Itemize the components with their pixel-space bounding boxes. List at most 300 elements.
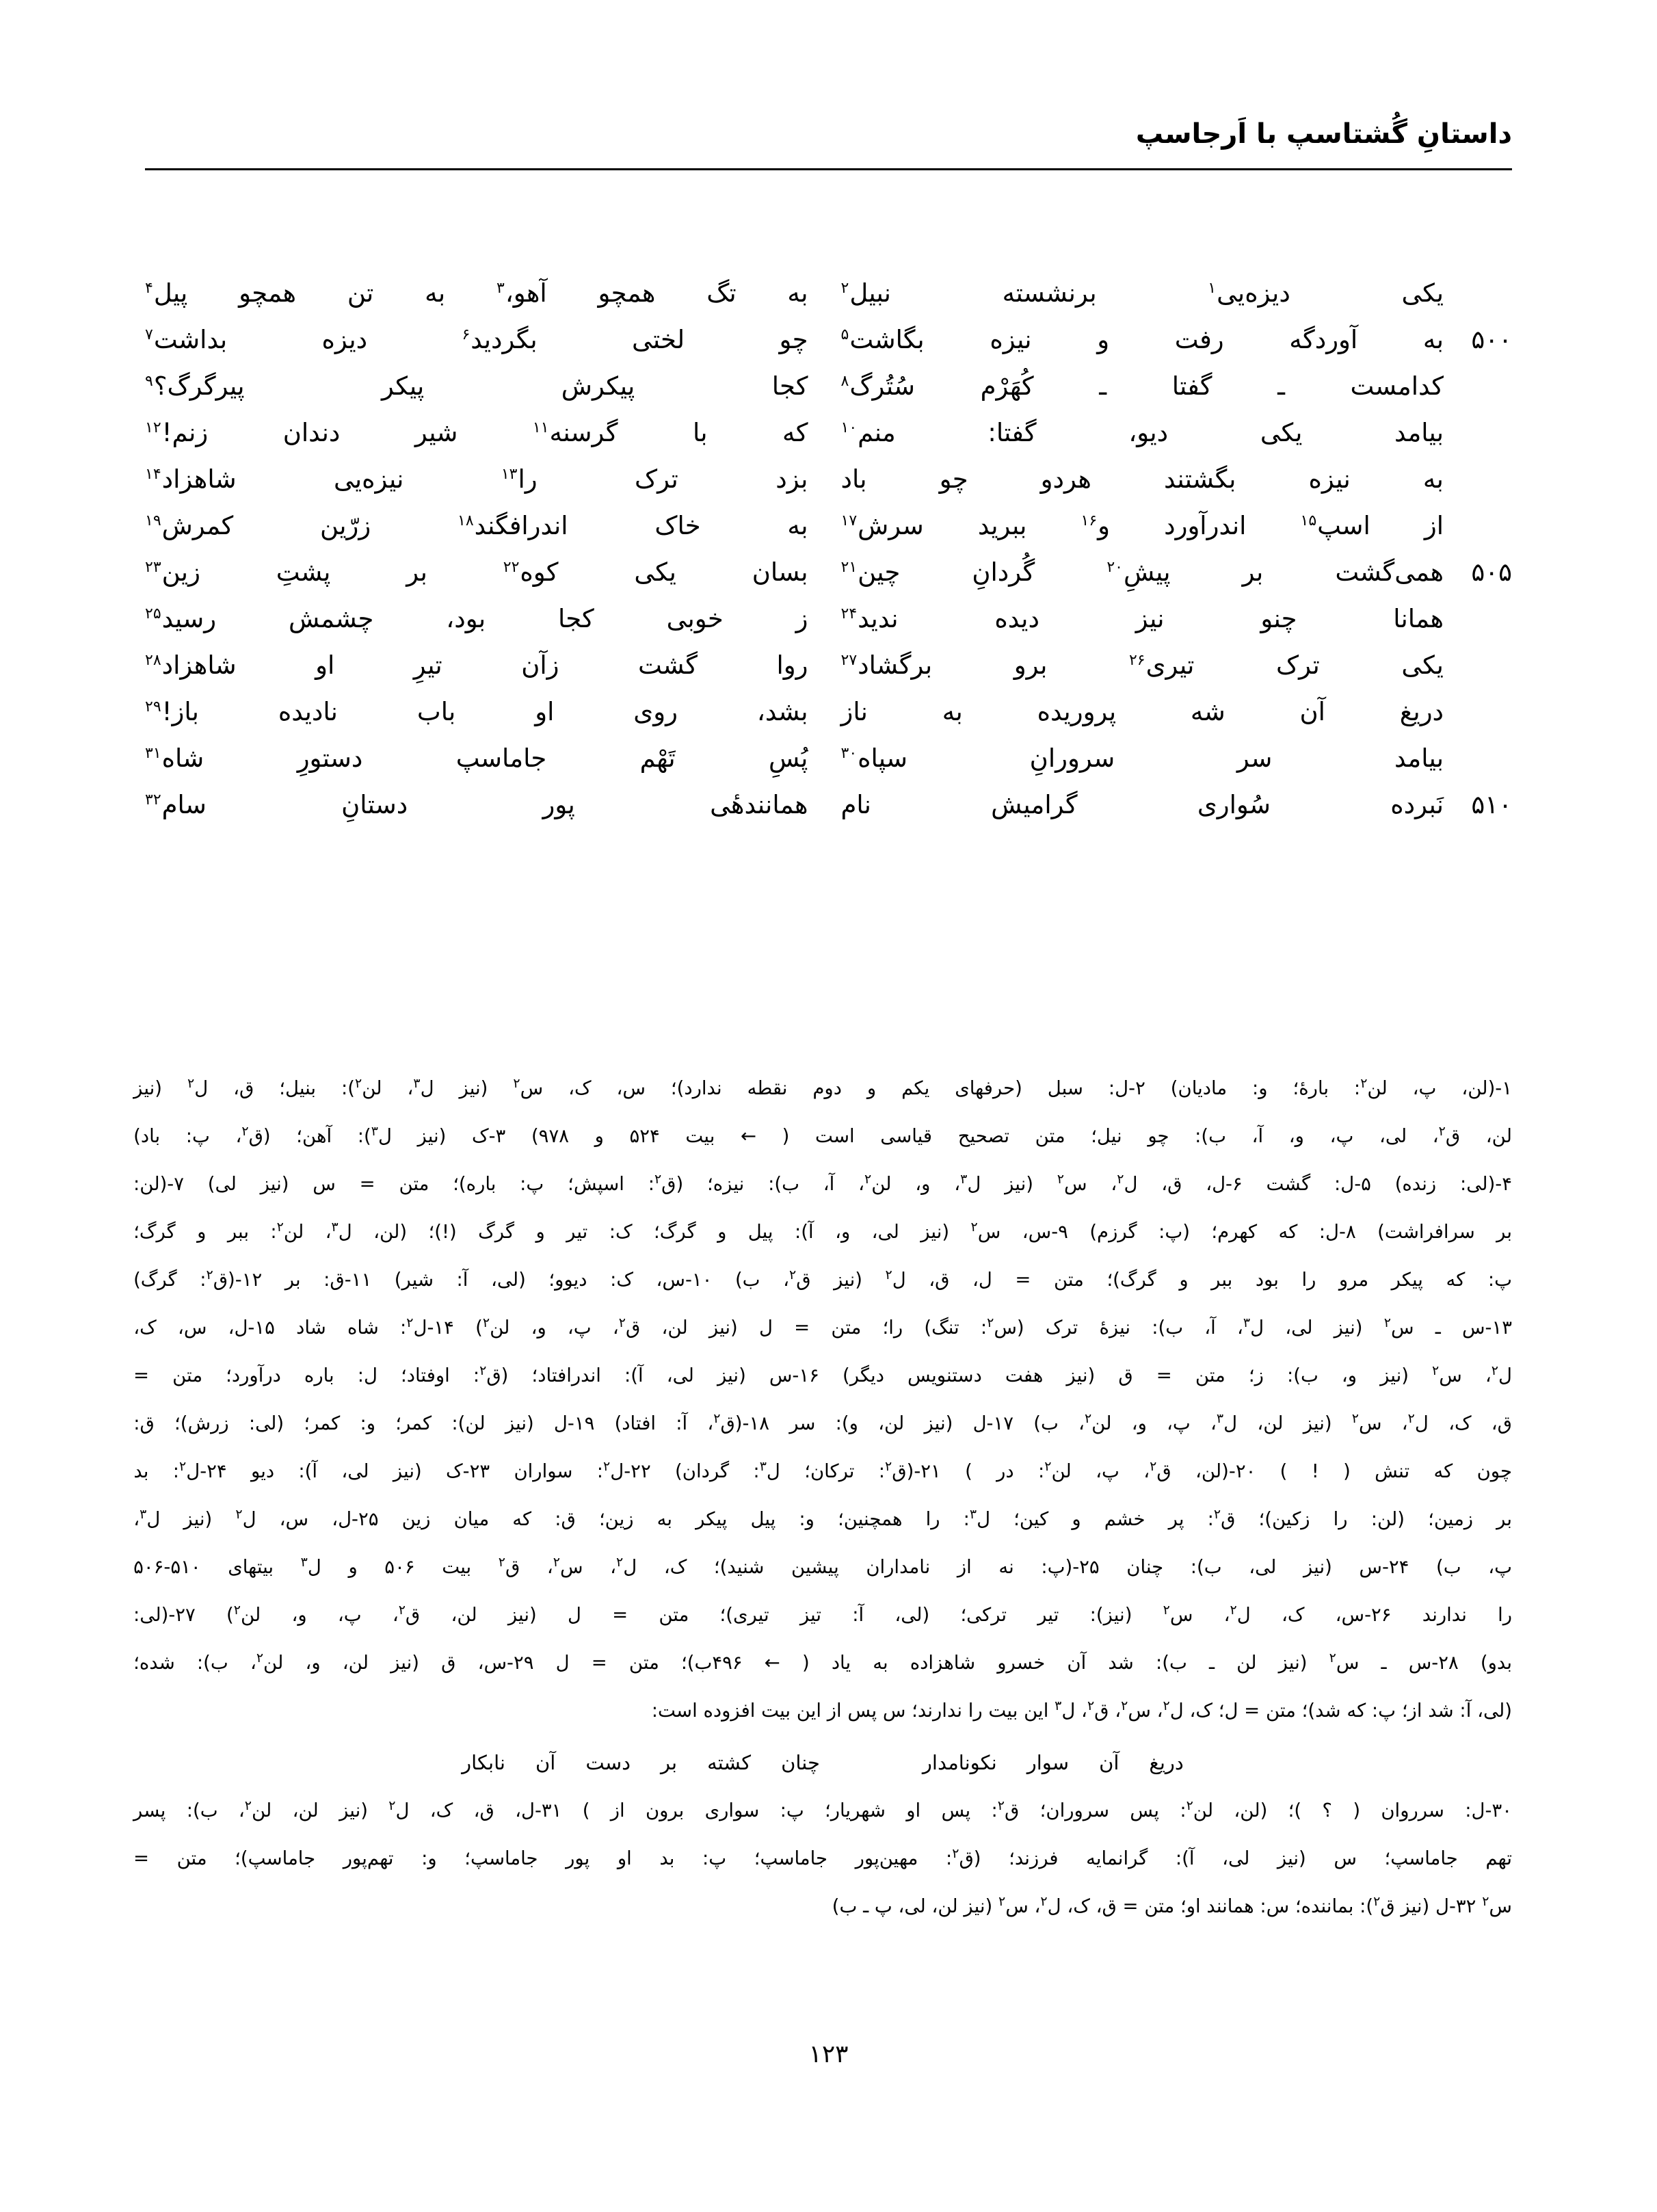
verse-word: برگشاد [858, 650, 933, 680]
verse-line [145, 323, 1512, 369]
verse-word: نادیده [278, 697, 338, 726]
apparatus-token: ق$^۲$: [991, 1798, 1020, 1821]
footnote-marker[interactable]: ۲۰ [1106, 558, 1123, 576]
footnote-marker[interactable]: ۲۱ [840, 558, 858, 576]
apparatus-token: کین؛ [1013, 1508, 1049, 1530]
apparatus-token: آ، [823, 1173, 835, 1195]
apparatus-token: بود [1255, 1269, 1279, 1291]
apparatus-token: جاماسپ)؛ [235, 1847, 316, 1869]
apparatus-token: را [925, 1508, 940, 1530]
verse-word: دیو، [1128, 418, 1169, 447]
apparatus-line [133, 1112, 1512, 1160]
apparatus-token: ق، [1491, 1412, 1512, 1434]
apparatus-token: را [1333, 1508, 1348, 1530]
verse-word: بیامد [1394, 418, 1444, 447]
apparatus-token: ندارد)؛ [670, 1077, 722, 1099]
apparatus-token: ترکی؛ [960, 1604, 1007, 1626]
footnote-marker[interactable]: ۱۹ [145, 512, 161, 529]
apparatus-token: آ): [298, 1460, 318, 1482]
verse-word: ناز [840, 697, 868, 726]
footnote-marker[interactable]: ۳۰ [840, 744, 858, 762]
verse-number: ۵۰۰ [1471, 325, 1512, 354]
apparatus-token: آ): [624, 1365, 644, 1386]
apparatus-token: گرگ) [133, 1269, 177, 1291]
verse-word: به [1422, 464, 1444, 494]
apparatus-token: (نیز [1066, 1365, 1096, 1386]
verse-word: رفت [1174, 325, 1224, 354]
apparatus-token: ۲۳-ک [446, 1460, 490, 1482]
apparatus-token: او [906, 1800, 921, 1821]
verse-word: همی‌گشت [1335, 557, 1444, 587]
apparatus-token: ل$^۳$، [1237, 1315, 1264, 1339]
apparatus-token: ق: [555, 1508, 576, 1530]
apparatus-token: و [866, 1077, 877, 1099]
apparatus-token: پور [566, 1847, 590, 1869]
apparatus-token: نامداران [866, 1556, 931, 1578]
apparatus-token: ۲-ل: [1108, 1077, 1145, 1099]
apparatus-token: سروران؛ [1039, 1800, 1109, 1821]
hemistich-second [145, 695, 829, 724]
apparatus-token: پ: [1487, 1269, 1512, 1291]
apparatus-token: ـ [1435, 1317, 1441, 1339]
apparatus-token: ( [1343, 1460, 1351, 1482]
apparatus-token: متن [399, 1173, 429, 1195]
verse-word: و [1098, 511, 1111, 540]
apparatus-token: ل$^۳$ [300, 1554, 321, 1578]
apparatus-token: ب) [1436, 1556, 1461, 1578]
footnote-marker[interactable]: ۴ [145, 279, 153, 297]
verse-word: دیده [994, 604, 1039, 633]
footnote-marker[interactable]: ۱ [1208, 279, 1217, 297]
apparatus-token: لی، [666, 1365, 694, 1386]
apparatus-token: ۱۴-ل$^۲$: [399, 1315, 454, 1339]
apparatus-line [133, 1352, 1512, 1399]
verse-word: بر [406, 557, 427, 587]
apparatus-token: (نیز [260, 1173, 289, 1195]
apparatus-token: ک، [568, 1077, 592, 1099]
apparatus-token: (نیز [507, 1604, 537, 1626]
verse-word: آهو، [505, 278, 547, 308]
verse-line [145, 648, 1512, 695]
apparatus-token: پ، [1096, 1460, 1119, 1482]
footnote-marker[interactable]: ۲۲ [503, 558, 520, 576]
apparatus-token: ب): [186, 1800, 218, 1821]
apparatus-line [133, 1543, 1512, 1591]
apparatus-token: ب): [768, 1173, 799, 1195]
apparatus-token: ق$^۲$، [1432, 1123, 1461, 1147]
apparatus-line [133, 1495, 1512, 1543]
footnote-marker[interactable]: ۱۴ [145, 465, 161, 483]
footnote-marker[interactable]: ۳ [496, 279, 505, 297]
apparatus-token: گرانمایه [1086, 1847, 1148, 1869]
footnote-marker[interactable]: ۲۹ [145, 698, 161, 715]
verse-word: زنم! [161, 418, 209, 447]
verse-word: سرورانِ [1029, 743, 1115, 773]
apparatus-token: ۲۱-(ق$^۲$: [878, 1458, 941, 1482]
verse-word: بگاشت [849, 325, 925, 354]
verse-word: آن [535, 1751, 556, 1774]
apparatus-token: ترک [1045, 1317, 1078, 1339]
apparatus-token: لن، [1485, 1125, 1512, 1147]
apparatus-token: ۴-(لی: [1460, 1173, 1512, 1195]
verse-word: سام [161, 790, 207, 819]
apparatus-token: بارهٔ؛ [1293, 1077, 1329, 1099]
apparatus-token: آ، [1251, 1125, 1264, 1147]
footnote-marker[interactable]: ۲۸ [145, 651, 161, 669]
apparatus-token: (نیز): [1089, 1604, 1132, 1626]
apparatus-token: س$^۲$ [970, 1219, 1001, 1243]
apparatus-token: ل [567, 1604, 581, 1626]
footnote-marker[interactable]: ۲ [840, 279, 849, 297]
hemistich-first [829, 741, 1513, 771]
apparatus-token: ق$^۲$ [498, 1554, 520, 1578]
folio-number: ۱۲۳ [808, 2040, 849, 2068]
verse-word: زآن [521, 650, 559, 680]
apparatus-token: جاماسپ؛ [1384, 1847, 1458, 1869]
apparatus-token: و): [835, 1412, 858, 1434]
footnote-marker[interactable]: ۱۱ [532, 419, 549, 436]
verse-word: همچو [239, 278, 297, 308]
footnote-marker[interactable]: ۶ [462, 326, 470, 343]
apparatus-token: را؛ [882, 1317, 903, 1339]
apparatus-token: تیر [1037, 1604, 1059, 1626]
footnote-marker[interactable]: ۹ [145, 372, 153, 390]
apparatus-token: (نیز [920, 1221, 950, 1243]
footnote-marker[interactable]: ۳۱ [145, 744, 161, 762]
apparatus-token: س$^۲$ [1351, 1410, 1382, 1434]
verse-word: نَبرده [1390, 790, 1444, 819]
apparatus-token: ل$^۲$ [388, 1798, 410, 1821]
apparatus-line [133, 1064, 1512, 1112]
footnote-marker[interactable]: ۱۵ [1300, 512, 1317, 529]
footnote-marker[interactable]: ۱۰ [840, 419, 858, 436]
verse-word: چنو [1260, 604, 1297, 633]
verse-line [145, 416, 1512, 462]
apparatus-token: ۲۸-س [1408, 1652, 1459, 1674]
apparatus-line [133, 1160, 1512, 1208]
apparatus-token: س$^۲$ [1163, 1602, 1193, 1626]
apparatus-line [133, 1304, 1512, 1352]
apparatus-token: ۲۴-س [1359, 1556, 1409, 1578]
apparatus-token: متن [176, 1847, 207, 1869]
verse-word: بگشتند [1163, 464, 1236, 494]
apparatus-token: کمر؛ [395, 1412, 432, 1434]
apparatus-token: ۵۲۴ [629, 1125, 660, 1147]
footnote-marker[interactable]: ۷ [145, 326, 153, 343]
apparatus-token: ۱۱-ق: [323, 1269, 372, 1291]
apparatus-token: شد [1108, 1652, 1134, 1674]
apparatus-token: لن، [878, 1412, 905, 1434]
verse-body [145, 276, 1512, 834]
apparatus-token: است [814, 1125, 855, 1147]
verse-word: همچو [598, 278, 656, 308]
verse-word: گرامیش [991, 790, 1078, 819]
apparatus-token: لی، [1222, 1847, 1250, 1869]
footnote-marker[interactable]: ۱۷ [840, 512, 858, 529]
apparatus-token: و، [1288, 1125, 1304, 1147]
apparatus-token: ۵۰۶-۵۱۰ [133, 1556, 201, 1578]
apparatus-token: باد) [133, 1125, 161, 1147]
apparatus-line [133, 1787, 1512, 1834]
apparatus-token: بیت [442, 1556, 472, 1578]
verse-word: دست [585, 1751, 631, 1774]
apparatus-token: و، [915, 1173, 931, 1195]
verse-word: پروریده [1037, 697, 1117, 726]
verse-word: نام [840, 790, 871, 819]
apparatus-token: (نیز [1278, 1652, 1308, 1674]
apparatus-token: لن، [342, 1652, 369, 1674]
apparatus-token: (نیز [924, 1412, 953, 1434]
apparatus-token: ل$^۲$ [235, 1506, 256, 1530]
verse-word: اندرافگند [474, 511, 568, 540]
apparatus-token: و [535, 1221, 545, 1243]
apparatus-token: تنش [1375, 1460, 1410, 1482]
apparatus-token: پیکر [695, 1508, 728, 1530]
verse-word: دستورِ [297, 743, 363, 773]
apparatus-token: پ: [702, 1847, 727, 1869]
apparatus-token: چنان [1126, 1556, 1164, 1578]
apparatus-token: گرگ [478, 1221, 515, 1243]
verse-word: کجا [557, 604, 594, 633]
apparatus-token: تهم [1485, 1847, 1512, 1869]
apparatus-token: (لن: [1370, 1508, 1405, 1530]
apparatus-inserted-verse [133, 1735, 1512, 1787]
apparatus-token: را [1301, 1269, 1316, 1291]
apparatus-token: ب): [1195, 1125, 1227, 1147]
apparatus-token: پ، [1329, 1125, 1354, 1147]
apparatus-token: لن$^۲$: [1353, 1075, 1388, 1099]
footnote-marker[interactable]: ۱۸ [458, 512, 474, 529]
apparatus-token: (نیز [717, 1365, 746, 1386]
verse-word: یکی [634, 557, 676, 587]
apparatus-token: س [1334, 1847, 1357, 1869]
footnote-marker[interactable]: ۳۲ [145, 791, 161, 808]
apparatus-token: ک: [610, 1269, 633, 1291]
verse-word: شاهزاد [161, 650, 237, 680]
verse-word: چنان [781, 1751, 820, 1774]
verse-word: شاهزاد [161, 464, 237, 494]
verse-line [145, 462, 1512, 509]
hemistich-first [829, 276, 1513, 306]
apparatus-token: چون [1476, 1460, 1512, 1482]
apparatus-token: ل$^۳$، [407, 1075, 434, 1099]
apparatus-token: و [197, 1221, 207, 1243]
apparatus-line [133, 1639, 1512, 1687]
verse-word: گفتا [1171, 371, 1212, 401]
verse-word: ترک [1276, 650, 1320, 680]
apparatus-token: )؛ [1288, 1800, 1302, 1821]
apparatus-token: آ): [1175, 1847, 1195, 1869]
footnote-marker[interactable]: ۲۳ [145, 558, 161, 576]
apparatus-token: گرگ)؛ [1106, 1269, 1156, 1291]
apparatus-token: نیزه؛ [707, 1173, 745, 1195]
footnote-marker[interactable]: ۱۶ [1081, 512, 1098, 529]
apparatus-token: خشم [1104, 1508, 1145, 1530]
apparatus-token: را [1498, 1604, 1512, 1626]
apparatus-token: سرروان [1381, 1800, 1444, 1821]
apparatus-token: متن [831, 1317, 862, 1339]
apparatus-token: (س$^۲$: [980, 1315, 1024, 1339]
apparatus-token: همچنین؛ [838, 1508, 903, 1530]
apparatus-token: ۹-س، [1022, 1221, 1068, 1243]
verse-word: بداشت [153, 325, 228, 354]
apparatus-token: که [512, 1508, 532, 1530]
apparatus-token: ۱۵-ل، [228, 1317, 275, 1339]
verse-word: یکی [1401, 278, 1444, 308]
footnote-marker[interactable]: ۲۴ [840, 605, 858, 622]
apparatus-line: س$^۲$ ۳۲-ل (نیز ق$^۲$): بماننده؛ س: همانند او؛ متن = ق، ک، ل$^۲$، س$^۲$ (نیز لن، لی، پ ـ ب) [832, 1893, 1512, 1917]
apparatus-token: س$^۲$ [1383, 1315, 1414, 1339]
apparatus-token: و، [531, 1317, 546, 1339]
apparatus-token: لن، [292, 1800, 319, 1821]
apparatus-token: = [1015, 1269, 1031, 1291]
apparatus-token: و: [360, 1412, 376, 1434]
apparatus-token: ک، [663, 1556, 687, 1578]
apparatus-token: (لی، [490, 1269, 526, 1291]
apparatus-token: ق، [473, 1800, 494, 1821]
apparatus-token: ۷-(لن: [133, 1173, 185, 1195]
footnote-marker[interactable]: ۲۵ [145, 605, 161, 622]
verse-word: چو [939, 464, 968, 494]
apparatus-token: دستنویس [907, 1365, 982, 1386]
verse-word: کجا [771, 371, 808, 401]
verse-line [145, 602, 1512, 648]
apparatus-token: ( [801, 1652, 810, 1674]
apparatus-token: ) [582, 1800, 590, 1821]
apparatus-token: درآورد؛ [226, 1365, 281, 1386]
verse-word: دندان [282, 418, 341, 447]
apparatus-token: ب) [734, 1269, 760, 1291]
apparatus-token: متن [628, 1652, 659, 1674]
apparatus-token: ق [1118, 1365, 1133, 1386]
hemistich-first [829, 602, 1513, 631]
apparatus-token: گرگ؛ [133, 1221, 176, 1243]
verse-word: زرّین [320, 511, 371, 540]
verse-line [145, 369, 1512, 416]
apparatus-token: ل، [972, 1269, 992, 1291]
apparatus-token: (لی، [894, 1604, 930, 1626]
verse-word: را [518, 464, 538, 494]
verse-word: پیرگرگ؟ [153, 371, 245, 401]
apparatus-token: س [313, 1173, 336, 1195]
verse-line [145, 509, 1512, 555]
apparatus-token: و [1072, 1508, 1081, 1530]
apparatus-token: بد [659, 1847, 675, 1869]
apparatus-token: (نیز [1380, 1365, 1409, 1386]
apparatus-token: ل$^۲$، [1485, 1362, 1512, 1386]
apparatus-token: (!)؛ [428, 1221, 457, 1243]
apparatus-token: = [612, 1604, 628, 1626]
apparatus-token: و: [1252, 1077, 1268, 1099]
verse-word: از [1424, 511, 1444, 540]
apparatus-token: ل$^۳$: [963, 1506, 991, 1530]
apparatus-token: ق$^۲$، [612, 1315, 641, 1339]
footnote-marker[interactable]: ۲۶ [1128, 651, 1145, 669]
verse-word: دریغ [1399, 697, 1444, 726]
verse-word: خوبی [666, 604, 724, 633]
apparatus-token: متن [659, 1604, 689, 1626]
apparatus-token: و، [291, 1604, 307, 1626]
apparatus-token: شنید)؛ [713, 1556, 765, 1578]
footnote-marker[interactable]: ۱۳ [501, 465, 518, 483]
apparatus-token: ق [441, 1652, 456, 1674]
apparatus-token: آ: [852, 1604, 864, 1626]
apparatus-token: ۲۲-ل$^۲$: [596, 1458, 651, 1482]
apparatus-token: ) [1280, 1460, 1288, 1482]
footnote-marker[interactable]: ۲۷ [840, 651, 858, 669]
apparatus-token: لن): [451, 1412, 486, 1434]
apparatus-token: اسپش؛ [568, 1173, 624, 1195]
apparatus-token: ب) [1033, 1412, 1059, 1434]
verse-word: با [693, 418, 708, 447]
apparatus-token: س$^۲$ [1057, 1171, 1087, 1195]
apparatus-token: شیر) [394, 1269, 434, 1291]
apparatus-token: هفت [1005, 1365, 1044, 1386]
hemistich-second [145, 788, 829, 817]
verse-word: به [425, 278, 446, 308]
apparatus-token: لی) [207, 1173, 237, 1195]
apparatus-token: = [794, 1317, 810, 1339]
apparatus-token: ق$^۲$: [1207, 1506, 1236, 1530]
apparatus-token: = [133, 1365, 150, 1386]
apparatus-token: اوفتاد؛ [401, 1365, 450, 1386]
apparatus-token: س، [279, 1508, 309, 1530]
apparatus-token: ب): [1286, 1365, 1318, 1386]
apparatus-token: ۵۰۶ [384, 1556, 415, 1578]
apparatus-token: چو [1148, 1125, 1169, 1147]
apparatus-token: آن [1067, 1652, 1087, 1674]
verse-word: دیزه‌یی [1217, 278, 1290, 308]
hemistich-first [829, 323, 1513, 352]
apparatus-token: که [1278, 1221, 1298, 1243]
footnote-marker[interactable]: ۵ [840, 326, 849, 343]
apparatus-token: ۱۳-س [1461, 1317, 1512, 1339]
apparatus-token: گرزم) [1089, 1221, 1137, 1243]
hemistich-first [829, 416, 1513, 445]
apparatus-token: ب): [196, 1652, 228, 1674]
apparatus-token: (نیز [708, 1317, 738, 1339]
apparatus-line [133, 1591, 1512, 1639]
apparatus-token: = [359, 1173, 375, 1195]
apparatus-token: پیل [750, 1508, 776, 1530]
apparatus-token: از [957, 1556, 972, 1578]
apparatus-token: آ): [795, 1221, 814, 1243]
hemistich-second [145, 555, 829, 585]
apparatus-token: ۳۰-ل: [1465, 1800, 1512, 1821]
apparatus-token: ۳۱-ل، [515, 1800, 562, 1821]
apparatus-token: پ: [185, 1125, 210, 1147]
footnote-marker[interactable]: ۸ [840, 372, 849, 390]
hemistich-first [829, 555, 1513, 585]
verse-word: هردو [1040, 464, 1091, 494]
apparatus-token: ۲۵-(پ: [1041, 1556, 1100, 1578]
verse-word: کُهَرْم [980, 371, 1034, 401]
apparatus-token: نقطه [747, 1077, 788, 1099]
apparatus-token: نیل؛ [1091, 1125, 1122, 1147]
apparatus-token: شده؛ [133, 1652, 175, 1674]
apparatus-token: = [133, 1847, 150, 1869]
verse-word: سُواری [1197, 790, 1271, 819]
apparatus-token: تیری)؛ [719, 1604, 769, 1626]
verse-word: رسید [161, 604, 217, 633]
apparatus-token: (ق$^۲$: [648, 1171, 684, 1195]
apparatus-token: ۱۸-(ق$^۲$، [707, 1410, 769, 1434]
verse-word: پیکرش [561, 371, 635, 401]
apparatus-token: ! [1311, 1460, 1319, 1482]
footnote-marker[interactable]: ۱۲ [145, 419, 161, 436]
apparatus-token: س، [177, 1317, 207, 1339]
verse-word: نکونامدار [922, 1751, 997, 1774]
